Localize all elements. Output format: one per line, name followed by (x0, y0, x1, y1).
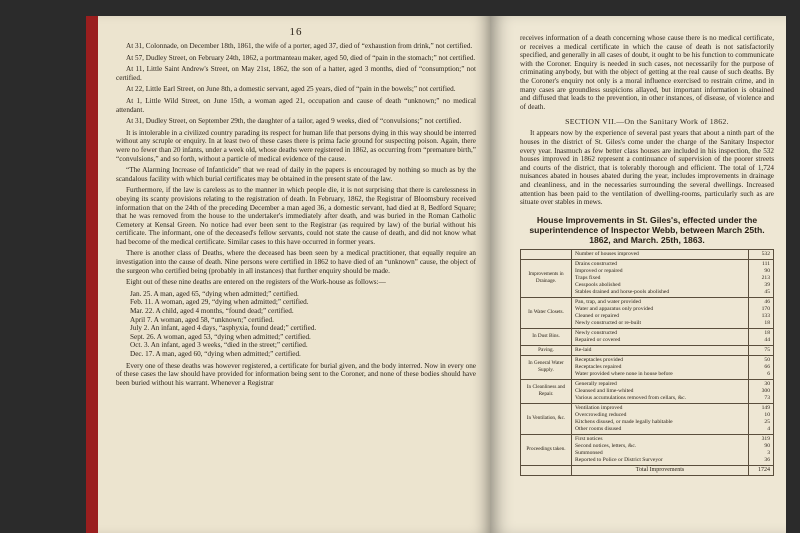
paragraph: It is intolerable in a civilized country parading its respect for human life that persons dying in this way should be interred without any scruple or enquiry. In at least two of these cases there is prima facie ground for suspecting poison. Again, there were no fewer than 20 infants, under a week old, whose deaths were registered in 1862, as occurring from “premature birth,” “convulsions,” and so forth, without a particle of medical evidence of the cause. (116, 128, 476, 163)
list-item: Dec. 17. A man, aged 60, “dying when admitted;” certified. (130, 350, 301, 358)
list-item: April 7. A woman, aged 58, “unknown;” certified. (130, 315, 274, 324)
table-item-value: 300 (761, 387, 770, 394)
list-item: Jan. 25. A man, aged 65, “dying when admitted;” certified. (130, 289, 299, 298)
table-item-label: Cesspools abolished (575, 281, 621, 288)
table-items (572, 345, 749, 355)
table-row (521, 345, 774, 355)
list-item: Sept. 26. A woman, aged 53, “dying when admitted;” certified. (130, 332, 311, 341)
table-row (521, 259, 774, 297)
table-row (521, 355, 774, 379)
table-item-value: 133 (761, 312, 770, 319)
table-item-label: Various accumulations removed from cellars, &c. (575, 394, 687, 401)
table-item-label: First notices (575, 435, 603, 442)
table-header-label: Number of houses improved (572, 249, 749, 259)
table-title: House Improvements in St. Giles's, effected under the superintendence of Inspector Webb, between March 25th. 1862, and March. 25th, 1863. (529, 214, 765, 245)
table-item-value: 75 (764, 346, 770, 353)
table-category: Paving. (521, 345, 572, 355)
table-item-value: 44 (764, 336, 770, 343)
table-category: Proceedings taken. (521, 434, 572, 465)
paragraph: receives information of a death concerning whose cause there is no medical certificate, or receives a medical certificate in which the cause of death is not satisfactorily specified, and generally in all cases of doubt, it ought to be his function to communicate with the Coroner. Enquiry is needed in such cases, not necessarily for the purpose of criminating anybody, but with the object of getting at the real cause of such deaths. By the Coroner's enquiry not only is a moral influence exercised to restrain crime, and in many cases are groundless suspicions allayed, but important information is obtained and diffused that leads to the prevention, in other instances, of disease, of violence and of death. (520, 34, 774, 111)
table-values (749, 345, 774, 355)
paragraph: It appears now by the experience of several past years that about a ninth part of the houses in the district of St. Giles's come under the charge of the Sanitary Inspector every year. Inasmuch as few better class houses are included in his inspection, the 532 houses improved in 1862 represent a continuance of supervision of the poorer streets and courts of the district, that is tolerably thorough and efficient. The total of 1,724 nuisances abated in houses abated during the year, includes improvements in drainage and cleanliness, and in the necessaries surrounding the several dwellings. Increased attention has been paid to the ventilation of dwelling-rooms, particularly such as are situate over stables in mews. (520, 129, 774, 207)
open-book (86, 16, 786, 533)
paragraph: “The Alarming Increase of Infanticide” that we read of daily in the papers is encouraged by nothing so much as by the scandalous facility with which burial certificates may be obtained in the present state of the law. (116, 166, 476, 183)
table-values (749, 434, 774, 465)
table-items (572, 328, 749, 345)
table-values (749, 297, 774, 328)
table-values (749, 355, 774, 379)
table-item-value: 170 (761, 305, 770, 312)
table-item-value: 73 (764, 394, 770, 401)
table-row (521, 297, 774, 328)
table-header-value: 532 (749, 249, 774, 259)
table-item-value: 66 (764, 363, 770, 370)
table-item-value: 30 (764, 380, 770, 387)
table-item-label: Overcrowding reduced (575, 411, 627, 418)
table-row (521, 249, 774, 259)
table-item-value: 18 (764, 319, 770, 326)
table-item-label: Kitchens disused, or made legally habitable (575, 418, 673, 425)
table-total-label: Total Improvements (572, 465, 749, 475)
table-total-row (521, 465, 774, 475)
list-item: Feb. 11. A woman, aged 29, “dying when admitted;” certified. (130, 298, 309, 307)
left-page (98, 16, 490, 533)
table-item-value: 149 (761, 404, 770, 411)
table-row (521, 328, 774, 345)
table-item-value: 18 (764, 329, 770, 336)
table-item-value: 3 (767, 449, 770, 456)
table-item-value: 45 (764, 288, 770, 295)
table-item-value: 39 (764, 281, 770, 288)
table-item-label: Stables drained and horse-pools abolished (575, 288, 670, 295)
table-item-value: 25 (764, 418, 770, 425)
table-item-value: 4 (767, 425, 770, 432)
table-row (521, 379, 774, 403)
table-items (572, 297, 749, 328)
table-items (572, 403, 749, 434)
paragraph: Furthermore, if the law is careless as to the manner in which people die, it is not surprising that there is carelessness in obeying its scanty provisions relating to the registration of death. In February, 1862, the Registrar of Bloomsbury received information that on the 24th of the preceding December a man aged 36, a domestic servant, had died at 8, Bedford Square; that he was removed from the house to the undertaker's immediately after death, and was buried in the Roman Catholic Cemetery at Kensal Green. No notice had ever been sent to the Registrar (as required by law) of the burial without his certificate. The informant, one of the deceased's fellow servants, could not state the cause of death, and did not know what had become of the medical certificate. Similar cases to this have occurred in former years. (116, 186, 476, 246)
list-item: July 2. An infant, aged 4 days, “asphyxia, found dead;” certified. (130, 324, 317, 333)
table-category: In Cleanliness and Repair. (521, 379, 572, 403)
list-item: Mar. 22. A child, aged 4 months, “found dead;” certified. (130, 307, 294, 316)
table-item-value: 90 (764, 267, 770, 274)
table-item-label: Pan, trap, and water provided (575, 298, 641, 305)
table-item-label: Cleaned or repaired (575, 312, 620, 319)
table-item-label: Drains constructed (575, 260, 618, 267)
table-item-value: 10 (764, 411, 770, 418)
table-item-label: Second notices, letters, &c. (575, 442, 637, 449)
table-item-value: 319 (761, 435, 770, 442)
table-values (749, 328, 774, 345)
table-item-label: Newly constructed (575, 329, 618, 336)
table-category: In Dust Bins. (521, 328, 572, 345)
table-category: In General Water Supply. (521, 355, 572, 379)
table-item-label: Receptacles repaired (575, 363, 622, 370)
paragraph: At 57, Dudley Street, on February 24th, 1862, a portmanteau maker, aged 50, died of “pain in the stomach;” not certified. (126, 53, 476, 62)
list-item: Oct. 3. An infant, aged 3 weeks, “died in the street;” certified. (130, 341, 308, 350)
paragraph: There is another class of Deaths, where the deceased has been seen by a medical practitioner, that equally require an investigation into the cause of death. Nine persons were certified in 1862 to have died of an “unknown” cause, the object of the surgeon who certified being (probably in all instances) that further enquiry should be made. (116, 249, 476, 275)
paragraph: Every one of these deaths was however registered, a certificate for burial given, and the body interred. Now in every one of these cases the law should have provided for information being sent to the Coroner, and none of these bodies should have been buried without his warrant. Whenever a Registrar (116, 361, 476, 387)
table-items (572, 379, 749, 403)
table-item-label: Reported to Police or District Surveyor (575, 456, 663, 463)
table-values (749, 259, 774, 297)
page-number: 16 (289, 26, 303, 38)
table-item-label: Improved or repaired (575, 267, 623, 274)
table-item-label: Traps fixed (575, 274, 601, 281)
table-values (749, 403, 774, 434)
table-category: In Water Closets. (521, 297, 572, 328)
table-category: Improvements in Drainage. (521, 259, 572, 297)
table-items (572, 434, 749, 465)
table-item-value: 6 (767, 370, 770, 377)
table-item-value: 50 (764, 356, 770, 363)
table-item-value: 213 (761, 274, 770, 281)
table-item-label: Summonsed (575, 449, 603, 456)
table-item-label: Newly constructed or re-built (575, 319, 642, 326)
paragraph: At 22, Little Earl Street, on June 8th, a domestic servant, aged 25 years, died of “pain in the bowels;” not certified. (126, 85, 456, 94)
section-heading: SECTION VII.—On the Sanitary Work of 1862. (565, 117, 729, 127)
table-item-value: 90 (764, 442, 770, 449)
table-total-value: 1724 (749, 465, 774, 475)
paragraph: Eight out of these nine deaths are entered on the registers of the Work-house as follows:— (126, 278, 386, 287)
table-item-value: 111 (762, 260, 770, 267)
table-item-value: 46 (764, 298, 770, 305)
paragraph: At 31, Dudley Street, on September 29th, the daughter of a tailor, aged 9 weeks, died of “convulsions;” not certified. (126, 117, 462, 126)
table-row (521, 434, 774, 465)
table-category: In Ventilation, &c. (521, 403, 572, 434)
table-items (572, 355, 749, 379)
table-item-label: Water provided where none in house before (575, 370, 673, 377)
table-row (521, 403, 774, 434)
right-page (490, 16, 786, 533)
table-item-label: Re-laid (575, 346, 592, 353)
table-item-label: Generally repaired (575, 380, 617, 387)
table-item-label: Repaired or covered (575, 336, 621, 343)
table-items (572, 259, 749, 297)
table-item-label: Cleansed and lime-whited (575, 387, 634, 394)
table-item-label: Water and apparatus only provided (575, 305, 654, 312)
table-item-value: 36 (764, 456, 770, 463)
paragraph: At 31, Colonnade, on December 18th, 1861, the wife of a porter, aged 37, died of “exhaustion from drink,” not certified. (126, 42, 473, 50)
improvements-table (520, 249, 774, 476)
table-item-label: Receptacles provided (575, 356, 623, 363)
death-list (116, 290, 476, 359)
paragraph: At 11, Little Saint Andrew's Street, on May 21st, 1862, the son of a hatter, aged 3 months, died of “consumption;” not certified. (116, 65, 476, 82)
table-values (749, 379, 774, 403)
paragraph: At 1, Little Wild Street, on June 15th, a woman aged 21, occupation and cause of death “unknown;” no medical attendant. (116, 96, 476, 114)
table-item-label: Other rooms disused (575, 425, 622, 432)
table-item-label: Ventilation improved (575, 404, 623, 411)
